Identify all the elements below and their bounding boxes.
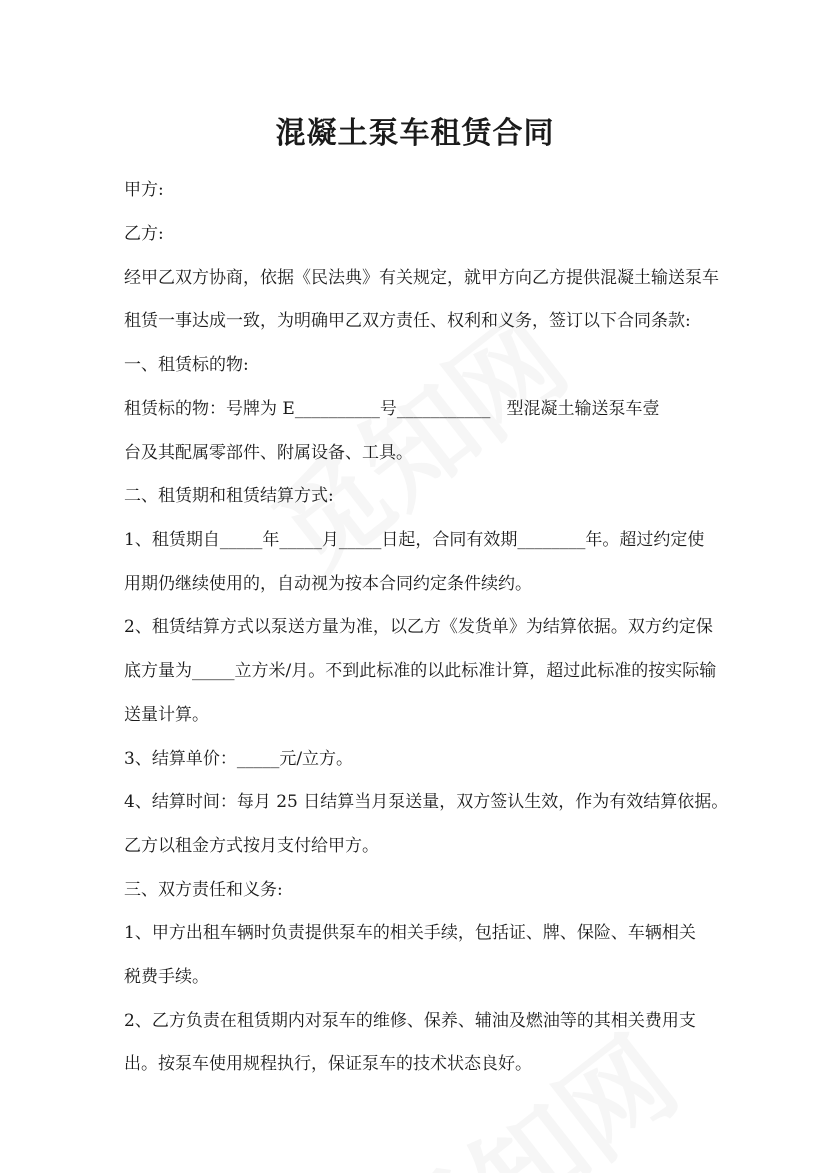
clause-2-1-line-2: 用期仍继续使用的，自动视为按本合同约定条件续约。 [124,574,532,594]
section-1-heading: 一、租赁标的物: [124,355,249,375]
clause-2-2-line-2: 底方量为_____立方米/月。不到此标准的以此标准计算，超过此标准的按实际输 [124,661,717,681]
section-3-heading: 三、双方责任和义务: [124,880,283,900]
document-title: 混凝土泵车租赁合同 [275,116,555,151]
party-a-line: 甲方: [124,180,164,200]
clause-3-1-line-2: 税费手续。 [124,967,209,987]
section-1-line-2: 台及其配属零部件、附属设备、工具。 [124,443,413,463]
section-2-heading: 二、租赁期和租赁结算方式: [124,486,334,506]
preamble-line-2: 租赁一事达成一致，为明确甲乙双方责任、权利和义务，签订以下合同条款: [124,311,691,331]
section-1-line-1: 租赁标的物：号牌为 E__________号___________ 型混凝土输送泵车壹 [124,399,660,419]
clause-3-2-line-1: 2、乙方负责在租赁期内对泵车的维修、保养、辅油及燃油等的其相关费用支 [124,1011,696,1031]
clause-2-2-line-3: 送量计算。 [124,705,209,725]
clause-2-1-line-1: 1、租赁期自_____年_____月_____日起，合同有效期________年。超过约定使 [124,530,705,550]
clause-2-2-line-1: 2、租赁结算方式以泵送方量为准，以乙方《发货单》为结算依据。双方约定保 [124,617,713,637]
clause-2-3-line-1: 3、结算单价：_____元/立方。 [124,749,354,769]
preamble-line-1: 经甲乙双方协商，依据《民法典》有关规定，就甲方向乙方提供混凝土输送泵车 [124,268,719,288]
clause-3-2-line-2: 出。按泵车使用规程执行，保证泵车的技术状态良好。 [124,1054,532,1074]
clause-3-1-line-1: 1、甲方出租车辆时负责提供泵车的相关手续，包括证、牌、保险、车辆相关 [124,923,696,943]
clause-2-4-line-2: 乙方以租金方式按月支付给甲方。 [124,836,379,856]
clause-2-4-line-1: 4、结算时间：每月 25 日结算当月泵送量，双方签认生效，作为有效结算依据。 [124,792,729,812]
party-b-line: 乙方: [124,224,164,244]
